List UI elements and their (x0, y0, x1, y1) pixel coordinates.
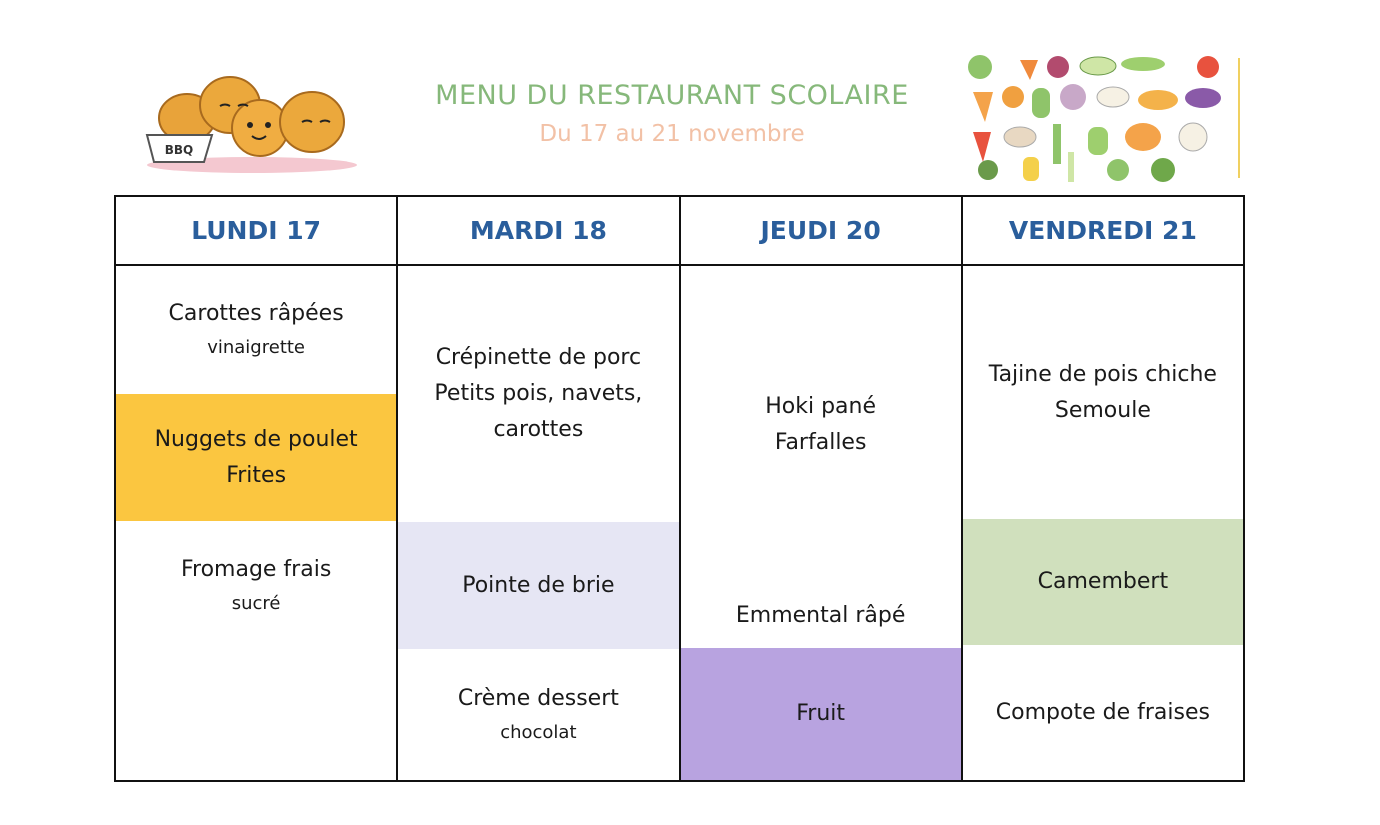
day-header-jeudi: JEUDI 20 (680, 196, 962, 265)
day-column-mardi (397, 265, 679, 781)
dish-detail: vinaigrette (207, 337, 306, 358)
dish-detail: chocolat (500, 721, 577, 743)
nuggets-illustration (142, 70, 362, 175)
dish-name: Fromage frais (180, 557, 332, 582)
dish-side-2: carottes (493, 417, 584, 442)
menu-table (114, 195, 1245, 782)
dish-name: Carottes râpées (168, 301, 344, 326)
dish-side: Petits pois, navets, (434, 381, 643, 406)
menu-item-main (681, 266, 961, 583)
dish-name: Fruit (796, 701, 846, 726)
vegetables-illustration (958, 52, 1240, 184)
menu-date-range: Du 17 au 21 novembre (539, 121, 805, 147)
day-column-jeudi (680, 265, 962, 781)
dish-name: Pointe de brie (462, 572, 615, 598)
decorative-rule (1238, 58, 1240, 178)
day-header-mardi: MARDI 18 (397, 196, 679, 265)
dish-name: Tajine de pois chiche (988, 361, 1217, 387)
dish-name: Nuggets de poulet (154, 426, 358, 452)
menu-item-empty (116, 651, 396, 780)
day-column-lundi (115, 265, 397, 781)
day-column-vendredi (962, 265, 1244, 781)
dish-name: Compote de fraises (995, 699, 1210, 725)
day-header-lundi: LUNDI 17 (115, 196, 397, 265)
menu-item-dessert (681, 648, 961, 780)
dish-side: Frites (226, 462, 287, 488)
menu-item-dairy (116, 521, 396, 651)
menu-item-dessert (398, 649, 678, 780)
menu-item-dairy (398, 522, 678, 649)
menu-item-main (398, 266, 678, 522)
day-header-row (115, 196, 1244, 265)
dish-detail: sucré (231, 593, 281, 614)
menu-item-dairy (681, 583, 961, 648)
menu-item-dairy (963, 519, 1243, 645)
menu-title: MENU DU RESTAURANT SCOLAIRE (435, 80, 909, 111)
dish-name: Hoki pané (765, 393, 877, 419)
menu-item-starter (116, 266, 396, 394)
menu-item-dessert (963, 645, 1243, 780)
day-header-vendredi: VENDREDI 21 (962, 196, 1244, 265)
menu-body-row (115, 265, 1244, 781)
menu-item-main (963, 266, 1243, 519)
menu-item-main (116, 394, 396, 521)
dish-side: Farfalles (774, 429, 867, 455)
dish-side: Semoule (1054, 397, 1151, 423)
dish-name: Crépinette de porc (435, 345, 642, 370)
dish-name: Crème dessert (457, 685, 619, 711)
dish-name: Emmental râpé (735, 602, 906, 628)
bbq-label: BBQ (164, 143, 194, 157)
dish-name: Camembert (1037, 569, 1169, 594)
